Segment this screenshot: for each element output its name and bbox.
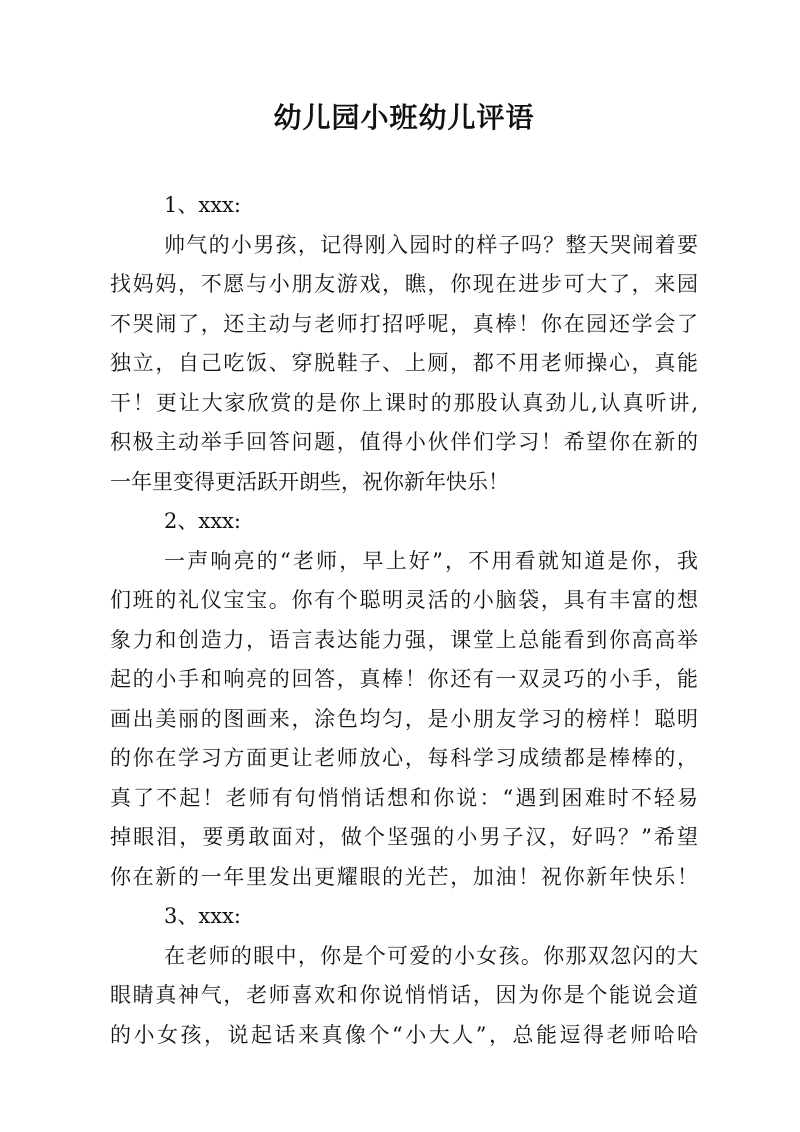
paragraph-line: 你在新的一年里发出更耀眼的光芒，加油！祝你新年快乐！ <box>110 864 698 889</box>
paragraph-line: 起的小手和响亮的回答，真棒！你还有一双灵巧的小手，能 <box>110 667 698 691</box>
paragraph-line: 们班的礼仪宝宝。你有个聪明灵活的小脑袋，具有丰富的想 <box>110 588 698 612</box>
paragraph-line: 真了不起！老师有句悄悄话想和你说：“遇到困难时不轻易 <box>110 785 698 810</box>
paragraph-line: 独立，自己吃饭、穿脱鞋子、上厕，都不用老师操心，真能 <box>110 351 698 375</box>
paragraph-line: 的你在学习方面更让老师放心，每科学习成绩都是棒棒的， <box>110 746 698 770</box>
section-heading-2: 2、xxx: <box>164 509 241 533</box>
paragraph-line: 找妈妈，不愿与小朋友游戏，瞧，你现在进步可大了，来园 <box>110 272 698 296</box>
paragraph-line: 的小女孩，说起话来真像个“小大人”，总能逗得老师哈哈 <box>110 1022 698 1047</box>
section-heading-3: 3、xxx: <box>164 904 241 928</box>
document-title: 幼儿园小班幼儿评语 <box>273 101 535 134</box>
paragraph-line: 不哭闹了，还主动与老师打招呼呢，真棒！你在园还学会了 <box>110 311 698 336</box>
paragraph-line: 在老师的眼中，你是个可爱的小女孩。你那双忽闪的大 <box>164 943 698 968</box>
document-body <box>110 186 698 1055</box>
paragraph-line: 一年里变得更活跃开朗些，祝你新年快乐！ <box>110 469 509 494</box>
paragraph-line: 象力和创造力，语言表达能力强，课堂上总能看到你高高举 <box>110 627 698 652</box>
paragraph-line: 一声响亮的“老师，早上好”，不用看就知道是你，我 <box>164 548 698 573</box>
section-heading-1: 1、xxx: <box>164 193 241 217</box>
paragraph-line: 帅气的小男孩，记得刚入园时的样子吗？整天哭闹着要 <box>164 232 698 257</box>
paragraph-line: 画出美丽的图画来，涂色均匀，是小朋友学习的榜样！聪明 <box>110 706 698 731</box>
paragraph-line: 眼睛真神气，老师喜欢和你说悄悄话，因为你是个能说会道 <box>110 983 698 1007</box>
paragraph-line: 积极主动举手回答问题，值得小伙伴们学习！希望你在新的 <box>110 430 698 454</box>
paragraph-line: 干！更让大家欣赏的是你上课时的那股认真劲儿,认真听讲, <box>110 390 698 415</box>
paragraph-line: 掉眼泪，要勇敢面对，做个坚强的小男子汉，好吗？”希望 <box>110 825 698 849</box>
